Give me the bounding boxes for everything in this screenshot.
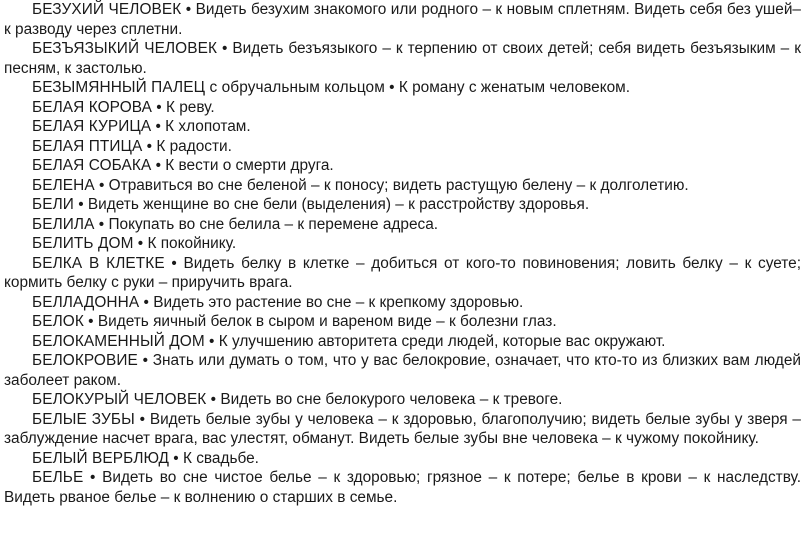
bullet-separator: • <box>206 391 221 408</box>
dictionary-entry <box>4 39 801 78</box>
entry-definition: Видеть во сне чистое белье – к здоровью; грязное – к потере; белье в крови – к наследству. Видеть рваное белье – к волнению о старших в семье. <box>4 469 801 506</box>
entry-definition: Видеть безъязыкого – к терпению от своих детей; себя видеть безъязыким – к песням, к застолью. <box>4 40 801 77</box>
bullet-separator: • <box>152 98 166 116</box>
entry-definition: Видеть безухим знакомого или родного – к новым сплетням. Видеть себя без ушей– к разводу через сплетни. <box>4 1 801 38</box>
entry-definition: Видеть яичный белок в сыром и вареном виде – к болезни глаз. <box>97 313 557 330</box>
entry-term: БЕЛЫЙ ВЕРБЛЮД <box>32 449 170 467</box>
entry-term: БЕЛЫЕ ЗУБЫ <box>32 410 135 428</box>
bullet-separator: • <box>94 215 109 233</box>
entry-definition: Покупать во сне белила – к перемене адреса. <box>108 215 439 233</box>
entry-term: БЕЛОКУРЫЙ ЧЕЛОВЕК <box>32 391 207 408</box>
dictionary-entry <box>4 195 801 215</box>
dictionary-entry <box>4 312 801 332</box>
bullet-separator: • <box>384 79 399 96</box>
dictionary-entry <box>4 332 801 352</box>
dictionary-entry <box>4 137 801 157</box>
entry-definition: К свадьбе. <box>182 449 259 467</box>
entry-term: БЕЛИ <box>32 196 74 213</box>
entry-definition: Видеть это растение во сне – к крепкому здоровью. <box>153 293 524 311</box>
entry-term: БЕЛАЯ СОБАКА <box>32 157 152 174</box>
entry-term: БЕЛКА В КЛЕТКЕ <box>32 254 165 272</box>
dictionary-entry <box>4 78 801 98</box>
bullet-separator: • <box>73 196 88 213</box>
bullet-separator: • <box>151 118 166 135</box>
entry-term: БЕЛЕНА <box>32 176 95 194</box>
entry-term: БЕЛИЛА <box>32 215 95 233</box>
entry-term: БЕЛЛАДОННА <box>32 293 140 311</box>
dictionary-entry <box>4 156 801 176</box>
entry-term: БЕЛАЯ ПТИЦА <box>32 137 143 155</box>
dictionary-entry <box>4 410 801 449</box>
entry-term: БЕЗУХИЙ ЧЕЛОВЕК <box>32 1 182 18</box>
entry-term: БЕЗЫМЯННЫЙ ПАЛЕЦ с обручальным кольцом <box>32 79 385 96</box>
dictionary-entry <box>4 0 801 39</box>
entry-definition: Знать или думать о том, что у вас белокровие, означает, что кто-то из близких вам людей заболеет раком. <box>4 352 801 389</box>
bullet-separator: • <box>151 157 166 174</box>
dictionary-entry <box>4 117 801 137</box>
entry-term: БЕЛОКАМЕННЫЙ ДОМ <box>32 332 205 350</box>
entry-definition: Видеть белку в клетке – добиться от кого-то повиновения; ловить белку – к суете; кормить белку с руки – приручить врага. <box>4 254 801 291</box>
bullet-separator: • <box>83 469 103 486</box>
dictionary-entry <box>4 351 801 390</box>
bullet-separator: • <box>139 293 154 311</box>
entry-definition: Видеть белые зубы у человека – к здоровью, благополучию; видеть белые зубы у зверя – заблуждение насчет врага, вас улестят, обманут. Видеть белые зубы вне человека – к чужому покойнику. <box>4 410 801 447</box>
entry-definition: К радости. <box>156 137 232 155</box>
entry-definition: К улучшению авторитета среди людей, которые вас окружают. <box>218 332 666 350</box>
dictionary-entry <box>4 468 801 507</box>
entry-definition: К покойнику. <box>147 235 237 252</box>
entry-definition: К хлопотам. <box>165 118 251 135</box>
entry-definition: К вести о смерти друга. <box>165 157 334 174</box>
entry-term: БЕЛАЯ КУРИЦА <box>32 118 152 135</box>
bullet-separator: • <box>169 449 183 467</box>
dictionary-entry <box>4 254 801 293</box>
entry-term: БЕЗЪЯЗЫКИЙ ЧЕЛОВЕК <box>32 40 218 57</box>
entry-definition: Видеть во сне белокурого человека – к тревоге. <box>220 391 563 408</box>
bullet-separator: • <box>181 1 196 18</box>
bullet-separator: • <box>204 332 219 350</box>
entry-definition: Отравиться во сне беленой – к поносу; видеть растущую белену – к долголетию. <box>108 176 689 194</box>
entry-term: БЕЛЬЕ <box>32 469 84 486</box>
bullet-separator: • <box>137 352 153 369</box>
dictionary-entry <box>4 215 801 235</box>
bullet-separator: • <box>164 254 184 272</box>
dictionary-entry <box>4 449 801 469</box>
bullet-separator: • <box>133 235 148 252</box>
bullet-separator: • <box>83 313 98 330</box>
entry-definition: Видеть женщине во сне бели (выделения) – к расстройству здоровья. <box>87 196 590 213</box>
dictionary-entry <box>4 176 801 196</box>
entry-term: БЕЛОК <box>32 313 84 330</box>
bullet-separator: • <box>94 176 109 194</box>
dictionary-entry <box>4 234 801 254</box>
entry-term: БЕЛОКРОВИЕ <box>32 352 138 369</box>
entry-definition: К роману с женатым человеком. <box>398 79 631 96</box>
entry-definition: К реву. <box>165 98 215 116</box>
dictionary-entry <box>4 390 801 410</box>
dictionary-entry <box>4 293 801 313</box>
entry-term: БЕЛАЯ КОРОВА <box>32 98 153 116</box>
entry-term: БЕЛИТЬ ДОМ <box>32 235 134 252</box>
bullet-separator: • <box>217 40 233 57</box>
bullet-separator: • <box>142 137 157 155</box>
bullet-separator: • <box>134 410 150 428</box>
dictionary-entry <box>4 98 801 118</box>
